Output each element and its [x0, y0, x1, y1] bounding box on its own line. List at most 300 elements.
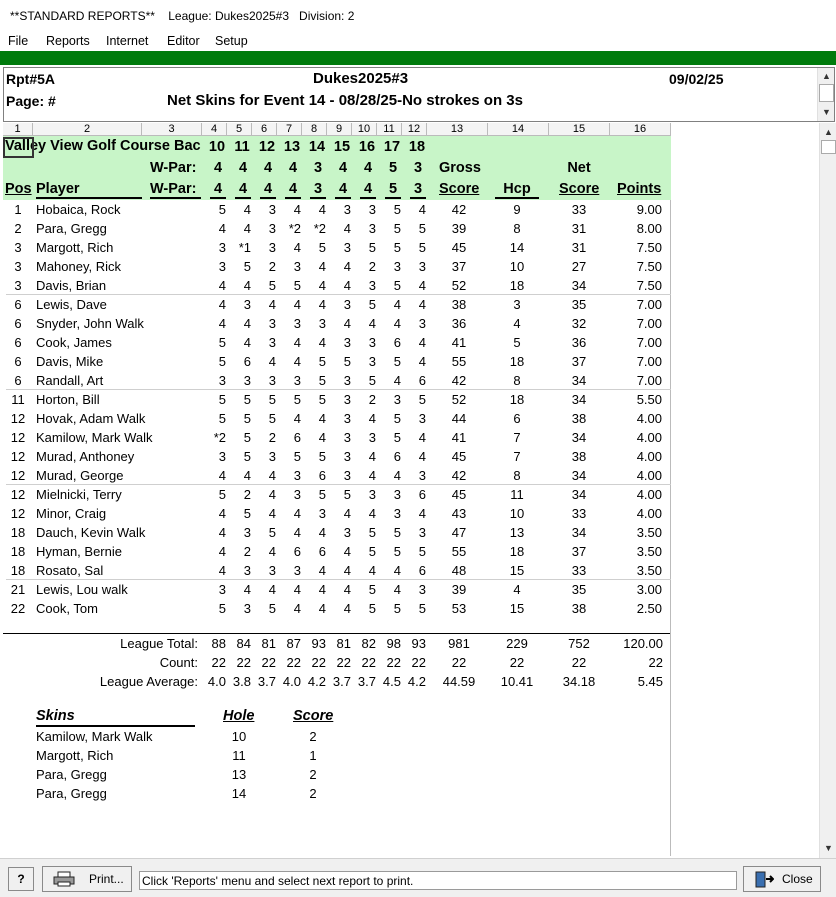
skins-player-cell: Kamilow, Mark Walk	[36, 729, 153, 744]
points-cell: 7.00	[636, 354, 662, 369]
close-button-label: Close	[782, 872, 813, 886]
position-cell: 6	[14, 373, 22, 388]
net-cell: 37	[571, 354, 587, 369]
net-cell: 31	[571, 240, 587, 255]
menu-editor[interactable]: Editor	[167, 34, 200, 48]
close-button[interactable]	[743, 866, 821, 892]
column-header-3: 3	[142, 123, 202, 136]
position-cell: 12	[10, 468, 26, 483]
points-cell: 5.50	[636, 392, 662, 407]
skins-row	[3, 784, 671, 803]
totals-hole-cell: 82	[361, 636, 376, 651]
gross-cell: 37	[451, 259, 467, 274]
position-cell: 22	[10, 601, 26, 616]
hole-score-cell: 4	[268, 468, 276, 483]
totals-hole-cell: 4.5	[382, 674, 401, 689]
hole-score-cell: 4	[293, 582, 301, 597]
player-name-cell: Kamilow, Mark Walk	[36, 430, 153, 445]
skins-hole-cell: 13	[231, 767, 247, 782]
hole-score-cell: 4	[393, 582, 401, 597]
hole-score-cell: 4	[218, 297, 226, 312]
hole-score-cell: 5	[318, 354, 326, 369]
totals-points-cell: 22	[648, 655, 663, 670]
hole-score-cell: 4	[418, 335, 426, 350]
points-cell: 4.00	[636, 468, 662, 483]
player-name-cell: Murad, Anthoney	[36, 449, 135, 464]
hole-score-cell: 5	[368, 373, 376, 388]
totals-hole-cell: 93	[411, 636, 426, 651]
column-header-1: 1	[3, 123, 33, 136]
net-cell: 34	[571, 468, 587, 483]
hole-score-cell: *2	[288, 221, 301, 236]
hcp-cell: 18	[509, 392, 525, 407]
hole-score-cell: 4	[293, 354, 301, 369]
hole-score-cell: 4	[343, 259, 351, 274]
header-scrollbar[interactable]	[817, 68, 834, 121]
net-cell: 33	[571, 563, 587, 578]
hole-score-cell: 3	[418, 411, 426, 426]
hole-score-cell: 3	[343, 297, 351, 312]
hole-score-cell: 4	[318, 259, 326, 274]
skins-score-cell: 2	[309, 786, 317, 801]
hole-score-cell: 6	[418, 563, 426, 578]
skins-header: Skins	[36, 708, 195, 727]
skins-score-cell: 2	[309, 729, 317, 744]
hole-score-cell: 6	[293, 430, 301, 445]
hole-score-cell: 4	[318, 411, 326, 426]
table-row	[3, 219, 671, 238]
hole-score-cell: 5	[293, 278, 301, 293]
player-name-cell: Davis, Mike	[36, 354, 104, 369]
player-name-cell: Hobaica, Rock	[36, 202, 121, 217]
scroll-thumb[interactable]	[821, 140, 836, 154]
totals-hole-cell: 22	[311, 655, 326, 670]
gross-cell: 52	[451, 278, 467, 293]
hole-score-cell: 3	[368, 430, 376, 445]
hole-score-cell: 4	[343, 601, 351, 616]
hole-score-cell: 4	[318, 601, 326, 616]
report-green-header	[3, 136, 671, 200]
course-name: Valley View Golf Course Bac	[5, 138, 201, 154]
hole-score-cell: 5	[318, 392, 326, 407]
hole-score-cell: 4	[318, 582, 326, 597]
totals-hole-cell: 22	[261, 655, 276, 670]
points-cell: 3.50	[636, 544, 662, 559]
hole-score-cell: 4	[243, 335, 251, 350]
gross-cell: 42	[451, 468, 467, 483]
hole-number: 12	[258, 139, 276, 155]
player-name-cell: Cook, Tom	[36, 601, 98, 616]
column-header-row	[3, 123, 671, 136]
gross-cell: 47	[451, 525, 467, 540]
table-row	[3, 542, 671, 561]
player-name-cell: Murad, George	[36, 468, 124, 483]
hole-score-cell: 4	[343, 221, 351, 236]
hole-score-cell: 5	[293, 392, 301, 407]
position-cell: 12	[10, 487, 26, 502]
hole-score-cell: 3	[243, 297, 251, 312]
table-row	[3, 561, 671, 580]
skins-player-cell: Para, Gregg	[36, 786, 107, 801]
points-cell: 7.50	[636, 278, 662, 293]
net-cell: 34	[571, 278, 587, 293]
skins-hole-cell: 11	[232, 748, 246, 763]
position-cell: 6	[14, 316, 22, 331]
wpar-value: 4	[213, 160, 223, 176]
hole-score-cell: 4	[318, 297, 326, 312]
player-name-cell: Davis, Brian	[36, 278, 107, 293]
hole-score-cell: 4	[343, 563, 351, 578]
scroll-up-icon[interactable]: ▲	[822, 71, 831, 81]
position-cell: 1	[14, 202, 22, 217]
hole-score-cell: 3	[293, 373, 301, 388]
player-name-cell: Hyman, Bernie	[36, 544, 122, 559]
points-cell: 3.50	[636, 563, 662, 578]
totals-net-cell: 752	[568, 636, 590, 651]
hole-score-cell: 5	[368, 601, 376, 616]
menu-file[interactable]: File	[8, 34, 29, 48]
points-cell: 7.00	[636, 335, 662, 350]
hole-score-cell: 5	[243, 430, 251, 445]
menu-internet[interactable]: Internet	[106, 34, 149, 48]
player-name-cell: Para, Gregg	[36, 221, 107, 236]
wpar-label: W-Par:	[150, 160, 197, 176]
hole-score-cell: 3	[418, 316, 426, 331]
position-cell: 12	[10, 411, 26, 426]
position-cell: 12	[10, 449, 26, 464]
hole-score-cell: 5	[418, 601, 426, 616]
hcp-header: Hcp	[495, 181, 539, 199]
wpar-value: 4	[238, 160, 248, 176]
hole-score-cell: 4	[343, 316, 351, 331]
hole-score-cell: 5	[218, 354, 226, 369]
table-row	[3, 447, 671, 466]
table-row	[3, 599, 671, 618]
hole-score-cell: 3	[343, 202, 351, 217]
position-cell: 6	[14, 297, 22, 312]
wpar-value: 4	[263, 160, 273, 176]
net-cell: 33	[571, 506, 587, 521]
hole-score-cell: 4	[268, 582, 276, 597]
hole-score-cell: 3	[268, 316, 276, 331]
points-cell: 3.50	[636, 525, 662, 540]
hole-score-cell: 5	[218, 411, 226, 426]
totals-hole-cell: 22	[236, 655, 251, 670]
player-name-cell: Hovak, Adam Walk	[36, 411, 146, 426]
totals-row	[3, 672, 671, 691]
position-cell: 6	[14, 335, 22, 350]
league-name: Dukes2025#3	[313, 70, 409, 87]
net-cell: 32	[571, 316, 587, 331]
hole-score-cell: 4	[418, 506, 426, 521]
print-button-label: Print...	[89, 872, 124, 886]
hole-score-cell: 4	[243, 202, 251, 217]
hole-score-cell: 3	[343, 430, 351, 445]
player-name-cell: Horton, Bill	[36, 392, 100, 407]
hole-score-cell: 3	[268, 221, 276, 236]
hole-score-cell: 6	[418, 373, 426, 388]
wpar-value: 4	[260, 181, 276, 199]
hole-score-cell: 4	[218, 506, 226, 521]
totals-label: Count:	[159, 655, 198, 670]
gross-cell: 42	[451, 202, 467, 217]
net-cell: 27	[571, 259, 587, 274]
printer-icon	[53, 871, 75, 895]
table-row	[3, 276, 671, 295]
menu-setup[interactable]: Setup	[215, 34, 248, 48]
hole-score-cell: 3	[293, 468, 301, 483]
hole-score-cell: 3	[368, 278, 376, 293]
player-name-cell: Mielnicki, Terry	[36, 487, 122, 502]
points-cell: 9.00	[636, 202, 662, 217]
totals-hole-cell: 22	[386, 655, 401, 670]
hole-score-cell: 4	[343, 506, 351, 521]
hole-score-cell: 5	[418, 392, 426, 407]
skins-score-cell: 1	[309, 748, 317, 763]
hole-score-cell: 2	[268, 430, 276, 445]
hole-score-cell: 5	[393, 240, 401, 255]
column-header-4: 4	[202, 123, 227, 136]
position-cell: 12	[10, 506, 26, 521]
report-date: 09/02/25	[669, 71, 724, 87]
totals-hole-cell: 81	[261, 636, 276, 651]
position-cell: 18	[10, 544, 26, 559]
hole-score-cell: 3	[368, 354, 376, 369]
hole-score-cell: 4	[418, 449, 426, 464]
totals-hole-cell: 4.0	[282, 674, 301, 689]
points-cell: 7.00	[636, 316, 662, 331]
hcp-cell: 18	[509, 544, 525, 559]
wpar-value: 4	[335, 181, 351, 199]
net-cell: 34	[571, 392, 587, 407]
hole-score-cell: 5	[393, 202, 401, 217]
hole-score-cell: 4	[343, 278, 351, 293]
hole-score-cell: 4	[218, 221, 226, 236]
position-cell: 2	[14, 221, 22, 236]
player-name-cell: Minor, Craig	[36, 506, 107, 521]
wpar-value: 4	[363, 160, 373, 176]
gross-cell: 45	[451, 487, 467, 502]
hole-score-cell: 4	[268, 487, 276, 502]
totals-label: League Total:	[120, 636, 198, 651]
print-button[interactable]	[42, 866, 132, 892]
hole-score-cell: 4	[268, 544, 276, 559]
table-row	[3, 333, 671, 352]
wpar-label: W-Par:	[150, 181, 201, 199]
hcp-cell: 14	[509, 240, 525, 255]
skins-player-cell: Para, Gregg	[36, 767, 107, 782]
gross-cell: 38	[451, 297, 467, 312]
skins-hole-cell: 14	[231, 786, 247, 801]
hole-score-cell: 3	[243, 525, 251, 540]
points-cell: 4.00	[636, 411, 662, 426]
hole-score-cell: 5	[418, 221, 426, 236]
hole-score-cell: 3	[368, 335, 376, 350]
hole-score-cell: 6	[243, 354, 251, 369]
hcp-cell: 18	[509, 354, 525, 369]
hole-score-cell: 3	[418, 582, 426, 597]
hole-score-cell: 3	[268, 202, 276, 217]
position-cell: 6	[14, 354, 22, 369]
column-header-10: 10	[352, 123, 377, 136]
hole-score-cell: 5	[368, 582, 376, 597]
hole-score-cell: 3	[393, 392, 401, 407]
hole-score-cell: 3	[218, 449, 226, 464]
hole-score-cell: 3	[293, 563, 301, 578]
totals-row	[3, 653, 671, 672]
net-score-header: Score	[559, 181, 600, 197]
hole-score-cell: 3	[343, 411, 351, 426]
menu-reports[interactable]: Reports	[46, 34, 90, 48]
hole-score-cell: 4	[393, 468, 401, 483]
hole-score-cell: 4	[318, 335, 326, 350]
totals-hole-cell: 3.7	[332, 674, 351, 689]
hole-score-cell: 5	[368, 240, 376, 255]
event-title: Net Skins for Event 14 - 08/28/25-No strokes on 3s	[167, 92, 523, 109]
hole-score-cell: 3	[243, 373, 251, 388]
wpar-value: 3	[410, 181, 426, 199]
hole-score-cell: 3	[293, 487, 301, 502]
hcp-cell: 6	[513, 411, 521, 426]
hole-score-cell: 4	[293, 506, 301, 521]
hole-score-cell: 4	[293, 525, 301, 540]
hole-score-cell: 6	[393, 335, 401, 350]
column-header-14: 14	[488, 123, 549, 136]
hole-score-cell: 2	[243, 487, 251, 502]
help-button[interactable]	[8, 867, 34, 891]
totals-hole-cell: 84	[236, 636, 251, 651]
wpar-value: 3	[413, 160, 423, 176]
hole-score-cell: 5	[368, 297, 376, 312]
player-name-cell: Rosato, Sal	[36, 563, 104, 578]
totals-hcp-cell: 22	[509, 655, 525, 670]
player-name-cell: Margott, Rich	[36, 240, 114, 255]
hole-score-cell: 3	[418, 468, 426, 483]
exit-door-icon	[754, 871, 774, 896]
hole-score-cell: 6	[318, 468, 326, 483]
hole-score-cell: 2	[368, 392, 376, 407]
hole-score-cell: 4	[393, 297, 401, 312]
scroll-up-icon[interactable]: ▲	[824, 127, 833, 137]
table-row	[3, 257, 671, 276]
hole-score-cell: 4	[293, 240, 301, 255]
hcp-cell: 7	[513, 430, 521, 445]
hole-score-cell: 5	[318, 240, 326, 255]
table-row	[3, 466, 671, 485]
points-cell: 2.50	[636, 601, 662, 616]
net-cell: 35	[571, 297, 587, 312]
hole-number: 18	[408, 139, 426, 155]
scroll-down-icon[interactable]: ▼	[824, 843, 833, 853]
totals-gross-cell: 981	[448, 636, 470, 651]
table-row	[3, 238, 671, 257]
net-cell: 38	[571, 601, 587, 616]
hcp-cell: 9	[513, 202, 521, 217]
skins-hole-header: Hole	[223, 708, 255, 724]
cell-cursor[interactable]	[3, 137, 34, 158]
hole-score-cell: 4	[293, 335, 301, 350]
hcp-cell: 5	[513, 335, 521, 350]
totals-hole-cell: 93	[311, 636, 326, 651]
hole-score-cell: 4	[368, 468, 376, 483]
points-cell: 7.50	[636, 259, 662, 274]
hole-number: 16	[358, 139, 376, 155]
gross-header: Gross	[439, 160, 481, 176]
hole-number: 15	[333, 139, 351, 155]
table-row	[3, 485, 671, 504]
totals-hole-cell: 22	[411, 655, 426, 670]
column-header-16: 16	[610, 123, 671, 136]
hole-score-cell: 4	[293, 202, 301, 217]
wpar-value: 4	[210, 181, 226, 199]
column-header-5: 5	[227, 123, 252, 136]
skins-player-cell: Margott, Rich	[36, 748, 114, 763]
hcp-cell: 4	[513, 582, 521, 597]
hcp-cell: 18	[509, 278, 525, 293]
hole-score-cell: 5	[393, 354, 401, 369]
hole-score-cell: 5	[418, 544, 426, 559]
hole-score-cell: 3	[343, 335, 351, 350]
hole-score-cell: 5	[243, 411, 251, 426]
hole-score-cell: 5	[293, 449, 301, 464]
hole-score-cell: 3	[268, 563, 276, 578]
net-cell: 38	[571, 411, 587, 426]
hole-score-cell: 5	[218, 601, 226, 616]
hole-score-cell: 4	[418, 202, 426, 217]
hole-score-cell: 5	[218, 487, 226, 502]
hole-score-cell: 4	[293, 411, 301, 426]
hole-score-cell: 3	[293, 316, 301, 331]
player-name-cell: Randall, Art	[36, 373, 104, 388]
hole-score-cell: 4	[293, 601, 301, 616]
points-header: Points	[617, 181, 662, 197]
hole-score-cell: 4	[368, 316, 376, 331]
totals-hole-cell: 4.2	[307, 674, 326, 689]
hole-score-cell: 3	[418, 525, 426, 540]
points-cell: 4.00	[636, 449, 662, 464]
hole-score-cell: 4	[218, 468, 226, 483]
gross-cell: 39	[451, 582, 467, 597]
menu-bar	[0, 32, 836, 51]
skins-hole-cell: 10	[231, 729, 247, 744]
hole-score-cell: 4	[368, 449, 376, 464]
table-row	[3, 371, 671, 390]
player-name-cell: Mahoney, Rick	[36, 259, 122, 274]
report-scrollbar[interactable]	[819, 123, 836, 858]
report-grid	[3, 136, 671, 856]
hcp-cell: 4	[513, 316, 521, 331]
hole-score-cell: 4	[318, 202, 326, 217]
position-cell: 18	[10, 563, 26, 578]
position-cell: 12	[10, 430, 26, 445]
scroll-down-icon[interactable]: ▼	[822, 107, 831, 117]
gross-cell: 43	[451, 506, 467, 521]
hcp-cell: 8	[513, 468, 521, 483]
gross-cell: 55	[451, 544, 467, 559]
hcp-cell: 15	[509, 563, 525, 578]
totals-hole-cell: 81	[336, 636, 351, 651]
hole-score-cell: 4	[218, 544, 226, 559]
scroll-thumb[interactable]	[819, 84, 834, 102]
points-cell: 7.00	[636, 373, 662, 388]
points-cell: 3.00	[636, 582, 662, 597]
hole-score-cell: 4	[418, 354, 426, 369]
wpar-value: 5	[388, 160, 398, 176]
gross-cell: 36	[451, 316, 467, 331]
gross-cell: 41	[451, 335, 467, 350]
points-cell: 4.00	[636, 430, 662, 445]
totals-row	[3, 634, 671, 653]
